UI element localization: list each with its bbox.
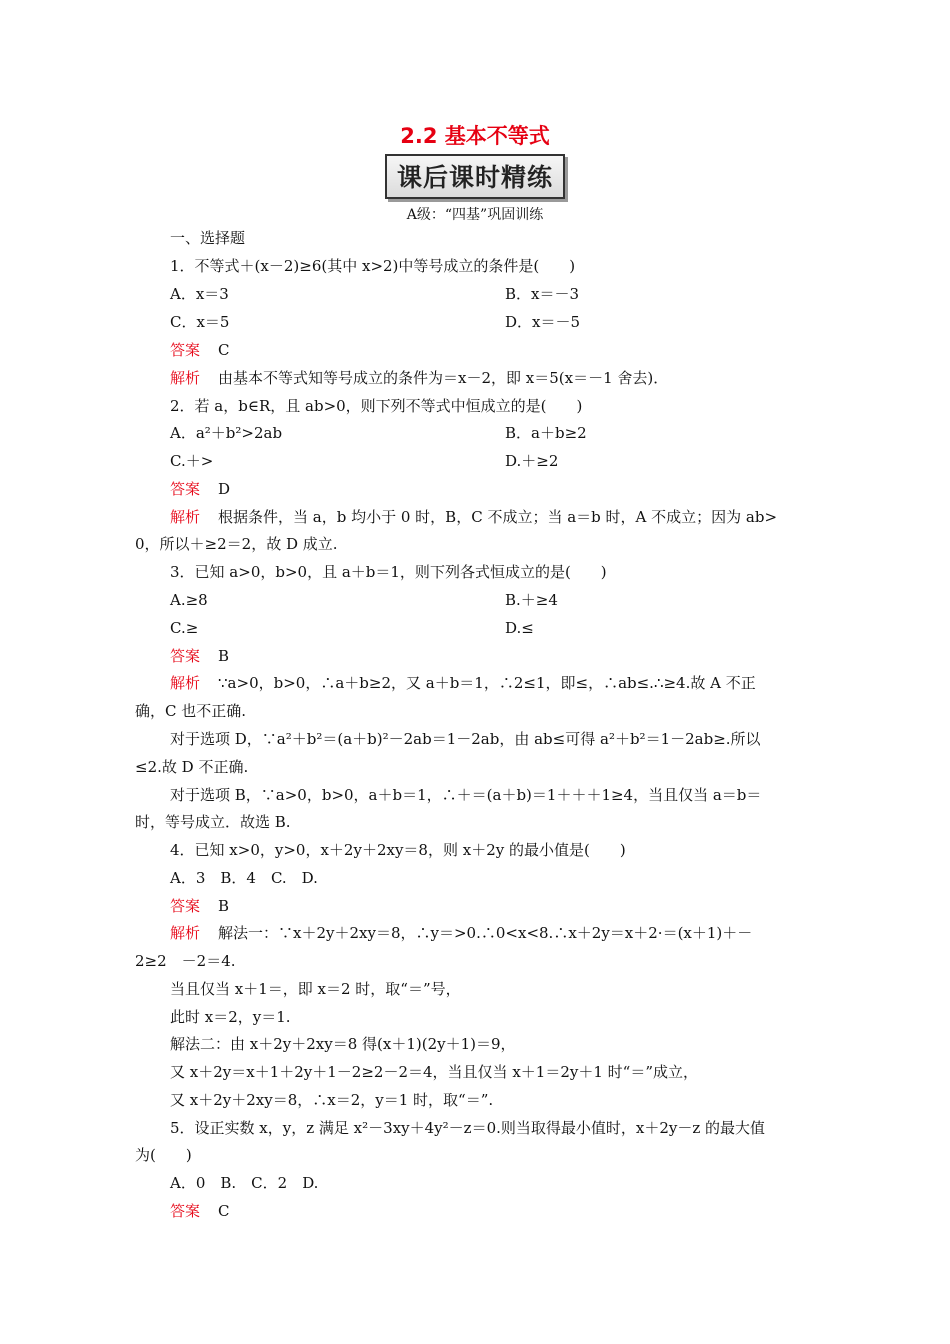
q4-step-3: 解法二：由 x＋2y＋2xy＝8 得(x＋1)(2y＋1)＝9，	[170, 1035, 516, 1053]
q2-answer: D	[218, 480, 231, 498]
q3-answer-line	[170, 646, 229, 666]
q4-step-4: 又 x＋2y＝x＋1＋2y＋1－2≥2－2＝4，当且仅当 x＋1＝2y＋1 时“＝”成立，	[170, 1063, 698, 1081]
analysis-label: 解析	[170, 924, 201, 942]
q4-analysis-2: 2≥2 －2＝4.	[135, 952, 236, 970]
section-heading: 一、选择题	[170, 229, 246, 247]
q4-step-5: 又 x＋2y＋2xy＝8，∴x＝2，y＝1 时，取“＝”.	[170, 1091, 494, 1109]
q5-answer-line	[170, 1201, 230, 1221]
q4-analysis-1: 解法一：∵x＋2y＋2xy＝8，∴y＝>0.∴0<x<8.∴x＋2y＝x＋2·＝(x＋1)＋－	[218, 924, 753, 942]
section-banner: 课后课时精练	[385, 154, 565, 199]
q3-answer: B	[218, 647, 230, 665]
q3-option-d: D.≤	[505, 619, 534, 637]
q1-option-c: C．x＝5	[170, 313, 230, 331]
q1-option-b: B．x＝－3	[505, 285, 580, 303]
analysis-label: 解析	[170, 508, 201, 526]
answer-label: 答案	[170, 1202, 201, 1220]
q5-answer: C	[218, 1202, 230, 1220]
q2-option-b: B．a＋b≥2	[505, 424, 587, 442]
q4-answer-line	[170, 896, 229, 916]
q3-option-c: C.≥	[170, 619, 199, 637]
q4-stem: 4．已知 x>0，y>0，x＋2y＋2xy＝8，则 x＋2y 的最小值是( )	[170, 841, 626, 859]
q1-analysis: 由基本不等式知等号成立的条件为＝x－2，即 x＝5(x＝－1 舍去)．	[218, 369, 669, 387]
answer-label: 答案	[170, 647, 201, 665]
q1-option-d: D．x＝－5	[505, 313, 581, 331]
q4-step-2: 此时 x＝2，y＝1.	[170, 1008, 291, 1026]
q4-answer: B	[218, 897, 230, 915]
q5-stem-1: 5．设正实数 x，y，z 满足 x²－3xy＋4y²－z＝0.则当取得最小值时，x＋2y－z 的最大值	[170, 1119, 766, 1137]
level-heading: A级：“四基”巩固训练	[406, 207, 544, 223]
q3-analysis-1: ∵a>0，b>0，∴a＋b≥2，又 a＋b＝1，∴2≤1，即≤，∴ab≤.∴≥4.故 A 不正	[218, 674, 756, 692]
q4-step-1: 当且仅当 x＋1＝，即 x＝2 时，取“＝”号，	[170, 980, 461, 998]
analysis-label: 解析	[170, 369, 201, 387]
q3-option-a: A.≥8	[170, 591, 208, 609]
q2-analysis-1: 根据条件，当 a，b 均小于 0 时，B，C 不成立；当 a＝b 时，A 不成立；因为 ab>	[218, 508, 778, 526]
q2-option-c: C.＋>	[170, 452, 214, 470]
q2-analysis-2: 0，所以＋≥2＝2，故 D 成立.	[135, 535, 338, 553]
q1-stem: 1．不等式＋(x－2)≥6(其中 x>2)中等号成立的条件是( )	[170, 257, 576, 275]
q3-stem: 3．已知 a>0，b>0，且 a＋b＝1，则下列各式恒成立的是( )	[170, 563, 607, 581]
q3-note-1: 对于选项 D，∵a²＋b²＝(a＋b)²－2ab＝1－2ab，由 ab≤可得 a²＋b²＝1－2ab≥.所以	[170, 730, 761, 748]
q1-answer: C	[218, 341, 230, 359]
q3-analysis-line	[170, 673, 756, 693]
q1-analysis-line	[170, 368, 668, 388]
q4-options: A．3 B．4 C. D.	[170, 869, 318, 887]
answer-label: 答案	[170, 480, 201, 498]
page-title: 2.2 基本不等式	[400, 124, 550, 148]
q2-analysis-line	[170, 507, 777, 527]
analysis-label: 解析	[170, 674, 201, 692]
q3-option-b: B.＋≥4	[505, 591, 558, 609]
q3-note-2: ≤2.故 D 不正确.	[135, 758, 249, 776]
q4-analysis-line	[170, 923, 752, 943]
answer-label: 答案	[170, 897, 201, 915]
q3-note-4: 时，等号成立．故选 B.	[135, 813, 291, 831]
answer-label: 答案	[170, 341, 201, 359]
q5-stem-2: 为( )	[135, 1146, 192, 1164]
q2-option-d: D.＋≥2	[505, 452, 559, 470]
q1-answer-line	[170, 340, 230, 360]
q2-answer-line	[170, 479, 230, 499]
q2-option-a: A．a²＋b²>2ab	[170, 424, 283, 442]
q2-stem: 2．若 a，b∈R，且 ab>0，则下列不等式中恒成立的是( )	[170, 397, 583, 415]
banner-wrap	[0, 154, 950, 199]
q3-note-3: 对于选项 B，∵a>0，b>0，a＋b＝1，∴＋＝(a＋b)＝1＋＋＋1≥4，当且仅当 a＝b＝	[170, 786, 762, 804]
q1-option-a: A．x＝3	[170, 285, 229, 303]
q3-analysis-2: 确，C 也不正确.	[135, 702, 247, 720]
q5-options: A．0 B. C．2 D.	[170, 1174, 319, 1192]
